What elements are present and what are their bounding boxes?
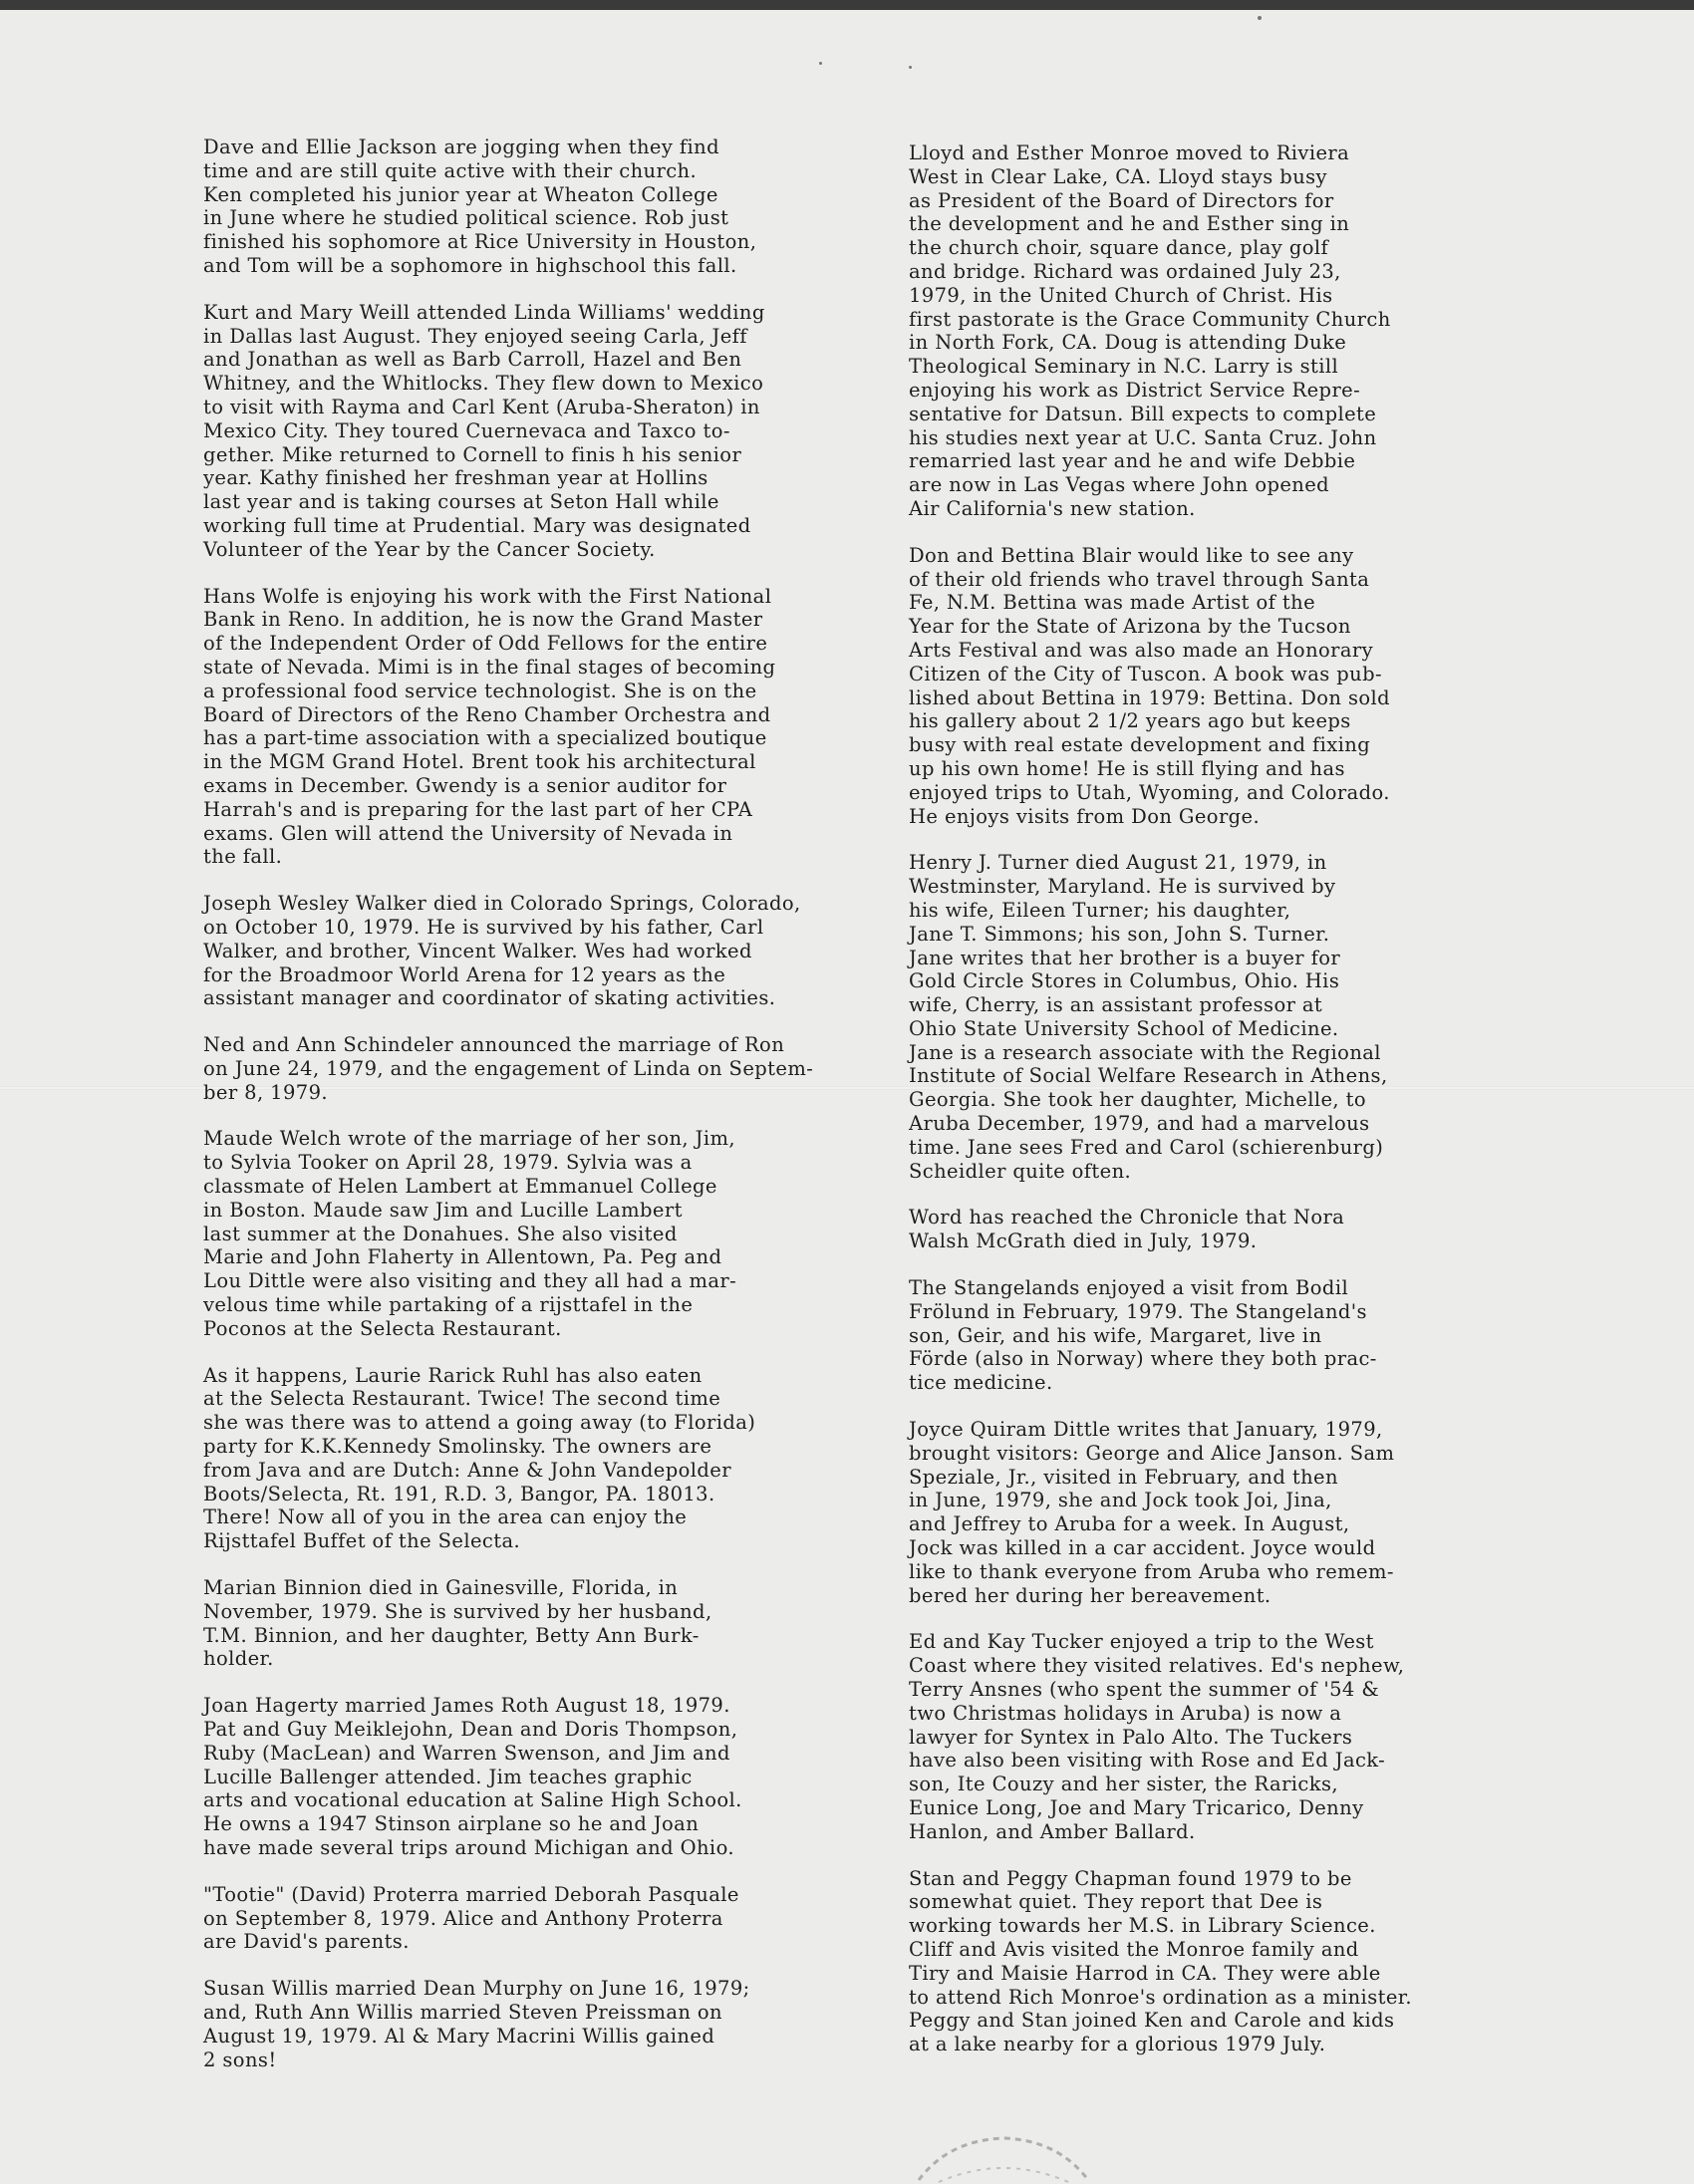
news-item-weill: Kurt and Mary Weill attended Linda Williams' wedding in Dallas last August. They enjoyed seeing Carla, Jeff and Jonathan as well as Barb Carroll, Hazel and Ben Whitney, and the Whitlocks. They flew down to Mexico to visit with Rayma and Carl Kent (Aruba-Sheraton) in Mexico City. They toured Cuernevaca and Taxco to- gether. Mike returned to Cornell to finis h his senior year. Kathy finished her freshman year at Hollins last year and is taking courses at Seton Hall while working full time at Prudential. Mary was designated Volunteer of the Year by the Cancer Society.: [203, 300, 765, 561]
postmark-stamp: [909, 2120, 1098, 2184]
news-item-tucker: Ed and Kay Tucker enjoyed a trip to the West Coast where they visited relatives. Ed's nephew, Terry Ansnes (who spent the summer of '54 & two Christmas holidays in Aruba) is now a lawyer for Syntex in Palo Alto. The Tuckers have also been visiting with Rose and Ed Jack- son, Ite Couzy and her sister, the Raricks, Eunice Long, Joe and Mary Tricarico, Denny Hanlon, and Amber Ballard.: [909, 1630, 1405, 1843]
news-item-mcgrath: Word has reached the Chronicle that Nora Walsh McGrath died in July, 1979.: [909, 1206, 1345, 1253]
scan-top-edge: [0, 0, 1694, 10]
news-item-walker: Joseph Wesley Walker died in Colorado Springs, Colorado, on October 10, 1979. He is survived by his father, Carl Walker, and brother, Vincent Walker. Wes had worked for the Broadmoor World Arena for 12 years as the assistant manager and coordinator of skating activities.: [203, 892, 801, 1010]
news-item-hagerty: Joan Hagerty married James Roth August 18, 1979. Pat and Guy Meiklejohn, Dean and Doris Thompson, Ruby (MacLean) and Warren Swenson, and Jim and Lucille Ballenger attended. Jim teaches graphic arts and vocational education at Saline High School. He owns a 1947 Stinson airplane so he and Joan have made several trips around Michigan and Ohio.: [203, 1694, 742, 1859]
news-item-dittle: Joyce Quiram Dittle writes that January, 1979, brought visitors: George and Alice Janson. Sam Speziale, Jr., visited in February, and then in June, 1979, she and Jock took Joi, Jina, and Jeffrey to Aruba for a week. In August, Jock was killed in a car accident. Joyce would like to thank everyone from Aruba who remem- bered her during her bereavement.: [909, 1418, 1395, 1607]
news-item-chapman: Stan and Peggy Chapman found 1979 to be somewhat quiet. They report that Dee is working towards her M.S. in Library Science. Cliff and Avis visited the Monroe family and Tiry and Maisie Harrod in CA. They were able to attend Rich Monroe's ordination as a minister. Peggy and Stan joined Ken and Carole and kids at a lake nearby for a glorious 1979 July.: [909, 1866, 1412, 2056]
ink-speck: [819, 62, 822, 65]
news-item-blair: Don and Bettina Blair would like to see any of their old friends who travel through Santa Fe, N.M. Bettina was made Artist of the Year for the State of Arizona by the Tucson Arts Festival and was also made an Honorary Citizen of the City of Tuscon. A book was pub- lished about Bettina in 1979: Bettina. Don sold his gallery about 2 1/2 years ago but keeps busy with real estate development and fixing up his own home! He is still flying and has enjoyed trips to Utah, Wyoming, and Colorado. He enjoys visits from Don George.: [909, 543, 1391, 828]
news-item-ruhl: As it happens, Laurie Rarick Ruhl has also eaten at the Selecta Restaurant. Twice! The second time she was there was to attend a going away (to Florida) party for K.K.Kennedy Smolinsky. The owners are from Java and are Dutch: Anne & John Vandepolder Boots/Selecta, Rt. 191, R.D. 3, Bangor, PA. 18013. There! Now all of you in the area can enjoy the Rijsttafel Buffet of the Selecta.: [203, 1363, 756, 1553]
news-item-willis: Susan Willis married Dean Murphy on June 16, 1979; and, Ruth Ann Willis married Steven Preissman on August 19, 1979. Al & Mary Macrini Willis gained 2 sons!: [203, 1977, 750, 2071]
right-column: [909, 141, 1507, 2079]
news-item-wolfe: Hans Wolfe is enjoying his work with the First National Bank in Reno. In addition, he is now the Grand Master of the Independent Order of Odd Fellows for the entire state of Nevada. Mimi is in the final stages of becoming a professional food service technologist. She is on the Board of Directors of the Reno Chamber Orchestra and has a part-time association with a specialized boutique in the MGM Grand Hotel. Brent took his architectural exams in December. Gwendy is a senior auditor for Harrah's and is preparing for the last part of her CPA exams. Glen will attend the University of Nevada in the fall.: [203, 584, 776, 869]
left-column: [203, 136, 921, 2094]
news-item-welch: Maude Welch wrote of the marriage of her son, Jim, to Sylvia Tooker on April 28, 1979. Sylvia was a classmate of Helen Lambert at Emmanuel College in Boston. Maude saw Jim and Lucille Lambert last summer at the Donahues. She also visited Marie and John Flaherty in Allentown, Pa. Peg and Lou Dittle were also visiting and they all had a mar- velous time while partaking of a rijsttafel in the Poconos at the Selecta Restaurant.: [203, 1127, 737, 1340]
news-item-stangeland: The Stangelands enjoyed a visit from Bodil Frölund in February, 1979. The Stangeland's son, Geir, and his wife, Margaret, live in Förde (also in Norway) where they both prac- tice medicine.: [909, 1276, 1377, 1395]
ink-speck: [1258, 16, 1262, 20]
news-item-turner: Henry J. Turner died August 21, 1979, in Westminster, Maryland. He is survived by his wife, Eileen Turner; his daughter, Jane T. Simmons; his son, John S. Turner. Jane writes that her brother is a buyer for Gold Circle Stores in Columbus, Ohio. His wife, Cherry, is an assistant professor at Ohio State University School of Medicine. Jane is a research associate with the Regional Institute of Social Welfare Research in Athens, Georgia. She took her daughter, Michelle, to Aruba December, 1979, and had a marvelous time. Jane sees Fred and Carol (schierenburg) Scheidler quite often.: [909, 851, 1388, 1183]
news-item-jackson: Dave and Ellie Jackson are jogging when they find time and are still quite active with their church. Ken completed his junior year at Wheaton College in June where he studied political science. Rob just finished his sophomore at Rice University in Houston, and Tom will be a sophomore in highschool this fall.: [203, 136, 757, 277]
news-item-binnion: Marian Binnion died in Gainesville, Florida, in November, 1979. She is survived by her husband, T.M. Binnion, and her daughter, Betty Ann Burk- holder.: [203, 1576, 712, 1671]
news-item-monroe: Lloyd and Esther Monroe moved to Riviera West in Clear Lake, CA. Lloyd stays busy as President of the Board of Directors for the development and he and Esther sing in the church choir, square dance, play golf and bridge. Richard was ordained July 23, 1979, in the United Church of Christ. His first pastorate is the Grace Community Church in North Fork, CA. Doug is attending Duke Theological Seminary in N.C. Larry is still enjoying his work as District Service Repre- sentative for Datsun. Bill expects to complete his studies next year at U.C. Santa Cruz. John remarried last year and he and wife Debbie are now in Las Vegas where John opened Air California's new station.: [909, 141, 1391, 520]
ink-speck: [909, 66, 912, 69]
news-item-schindeler: Ned and Ann Schindeler announced the marriage of Ron on June 24, 1979, and the engagement of Linda on Septem- ber 8, 1979.: [203, 1033, 814, 1104]
news-item-proterra: "Tootie" (David) Proterra married Deborah Pasquale on September 8, 1979. Alice and Anthony Proterra are David's parents.: [203, 1882, 739, 1954]
